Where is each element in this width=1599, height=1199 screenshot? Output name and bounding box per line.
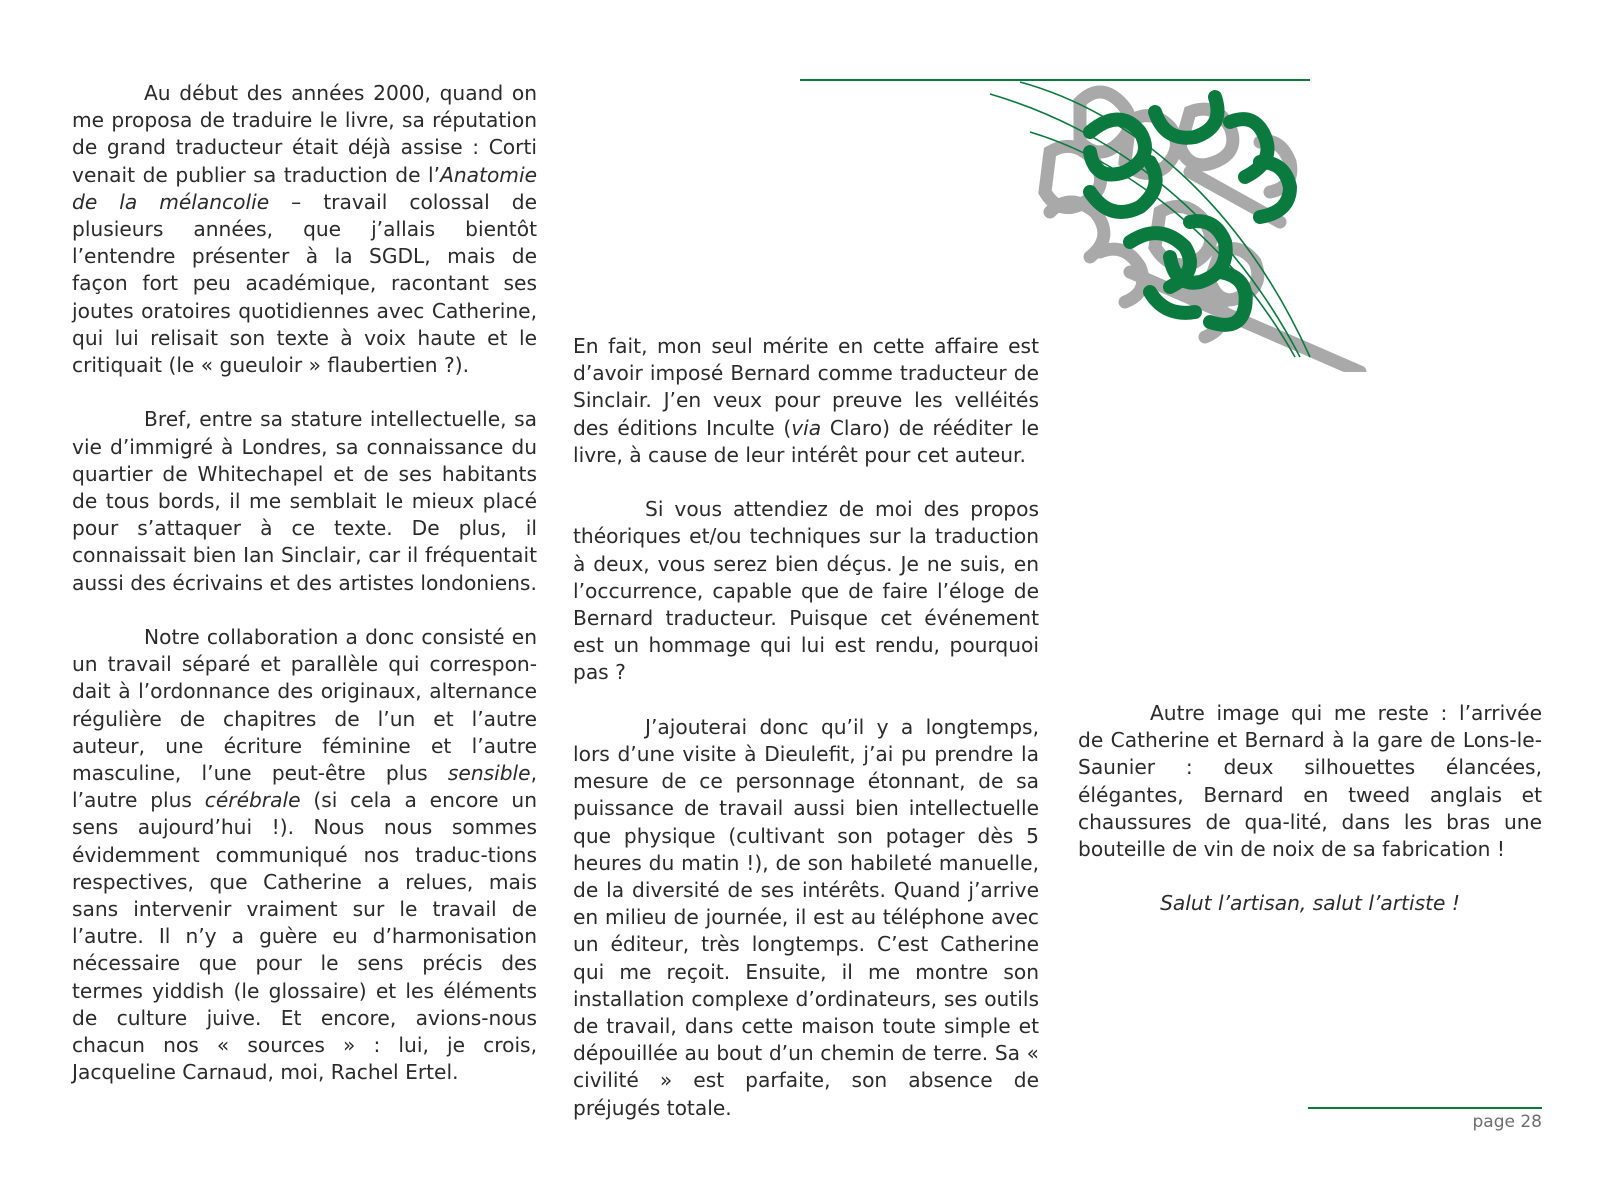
paragraph: Si vous attendiez de moi des propos théoriques et/ou techniques sur la traduction à deux, vous serez bien déçus. Je ne suis, en l’occurrence, capable que de faire l’éloge de Bernard traducteur. Puisque cet événement est un hommage qui lui est rendu, pourquoi pas ? — [573, 497, 1039, 685]
decorative-calligraphy-graphic — [800, 72, 1380, 372]
footer-rule — [1308, 1107, 1542, 1109]
text-run: Au début des années 2000, quand on me proposa de traduire le livre, sa réputation de grand traducteur était déjà assise : Corti venait de publier sa traduction de l’ — [72, 81, 537, 187]
text-column-middle — [573, 333, 1039, 1149]
text-run: En fait, mon seul mérite en cette affaire est d’avoir imposé Bernard comme traducteur de Sinclair. J’en veux pour preuve les velléités des éditions Inculte ( — [573, 334, 1039, 440]
text-column-right — [1078, 700, 1542, 945]
italic-word: sensible — [447, 761, 531, 786]
text-run: (si cela a encore un sens aujourd’hui !). Nous nous sommes évidemment communiqué nos traduc-tions respectives, que Catherine a relues, mais sans intervenir vraiment sur le travail de l’autre. Il n’y a guère eu d’harmonisation nécessaire que pour le sens précis des termes yiddish (le glossaire) et les éléments de culture juive. Et encore, avions-nous chacun nos « sources » : lui, je crois, Jacqueline Carnaud, moi, Rachel Ertel. — [72, 788, 537, 1085]
paragraph: J’ajouterai donc qu’il y a longtemps, lors d’une visite à Dieulefit, j’ai pu prendre la mesure de ce personnage étonnant, de sa puissance de travail aussi bien intellectuelle que physique (cultivant son potager dès 5 heures du matin !), de son habileté manuelle, de la diversité de ses intérêts. Quand j’arrive en milieu de journée, il est au téléphone avec un éditeur, très longtemps. C’est Catherine qui me reçoit. Ensuite, il me montre son installation complexe d’ordinateurs, ses outils de travail, dans cette maison toute simple et dépouillée au bout d’un chemin de terre. Sa « civilité » est parfaite, son absence de préjugés totale. — [573, 714, 1039, 1120]
paragraph: Bref, entre sa stature intellectuelle, sa vie d’immigré à Londres, sa connaissance du quartier de Whitechapel et de ses habitants de tous bords, il me semblait le mieux placé pour s’attaquer à ce texte. De plus, il connaissait bien Ian Sinclair, car il fréquentait aussi des écrivains et des artistes londoniens. — [72, 407, 537, 595]
signoff-line: Salut l’artisan, salut l’artiste ! — [1160, 891, 1460, 916]
paragraph — [72, 624, 537, 1086]
paragraph: Autre image qui me reste : l’arrivée de Catherine et Bernard à la gare de Lons-le-Saunier : deux silhouettes élancées, élégantes, Bernard en tweed anglais et chaussures de qua-lité, dans les bras une bouteille de vin de noix de sa fabrication ! — [1078, 701, 1542, 862]
text-run: – travail colossal de plusieurs années, que j’allais bientôt l’entendre présenter à la SGDL, mais de façon fort peu académique, racontant ses joutes oratoires quotidiennes avec Catherine, qui lui relisait son texte à voix haute et le critiquait (le « gueuloir » flaubertien ?). — [72, 189, 538, 378]
page-number: page 28 — [1472, 1112, 1542, 1132]
text-run: , l’autre plus — [72, 761, 537, 813]
paragraph — [573, 333, 1039, 469]
italic-word: cérébrale — [204, 788, 301, 813]
text-column-left — [72, 80, 537, 1114]
italic-word: via — [791, 415, 822, 440]
text-run: Claro) de rééditer le livre, à cause de leur intérêt pour cet auteur. — [573, 415, 1039, 467]
text-run: Notre collaboration a donc consisté en un travail séparé et parallèle qui correspon-dait à l’ordonnance des originaux, alternance régulière de chapitres de l’un et l’autre auteur, une écriture féminine et l’autre masculine, l’une peut-être plus — [72, 625, 537, 786]
paragraph — [72, 80, 537, 379]
book-title-italic: Anatomie de la mélancolie — [72, 162, 537, 214]
